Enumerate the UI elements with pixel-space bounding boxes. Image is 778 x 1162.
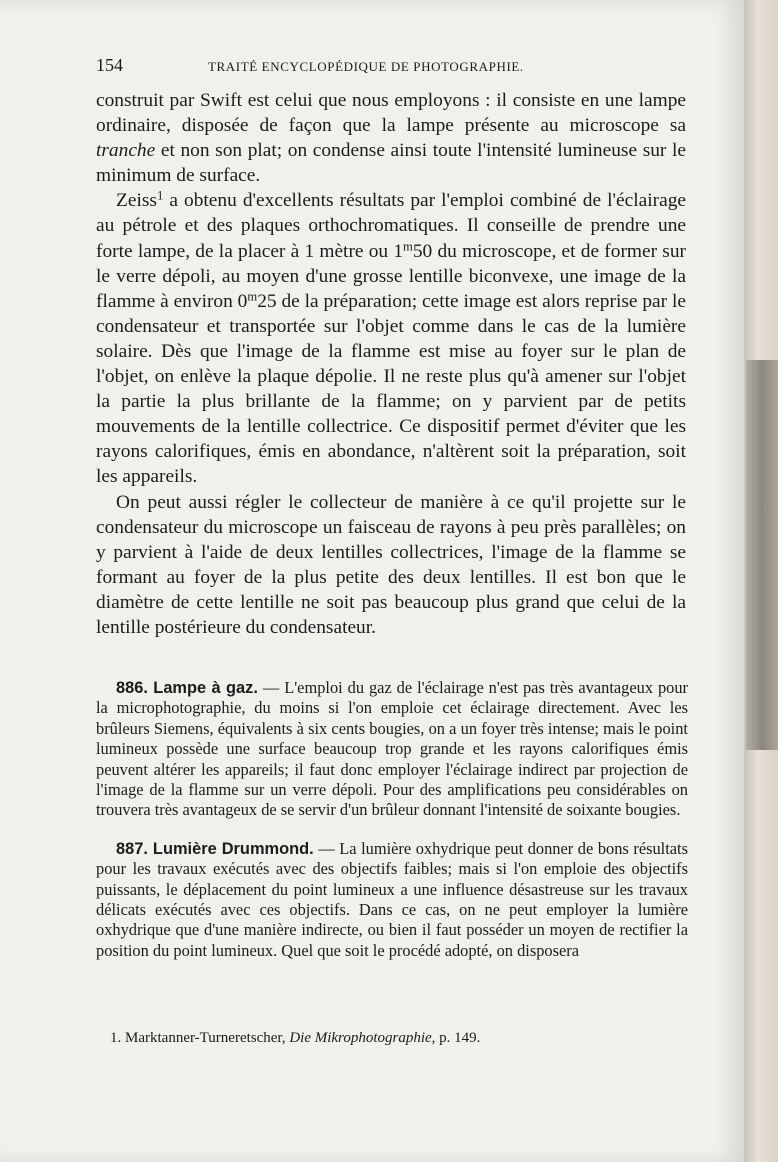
- page-header: [96, 55, 686, 81]
- main-text: [96, 88, 686, 640]
- section-886: 886. Lampe à gaz. — L'emploi du gaz de l'éclairage n'est pas très avantageux pour la microphotographie, du moins si l'on emploie cet éclairage directement. Avec les brûleurs Siemens, équivalents à six cents bougies, on a un foyer très intense; mais le point lumineux possède une surface beaucoup trop grande et les rayons calorifiques émis peuvent altérer les appareils; il faut donc employer l'éclairage indirect par projection de l'image de la flamme sur un verre dépoli. Pour des amplifications peu considérables on trouvera très avantageux de se servir d'un brûleur donnant l'intensité de soixante bougies.: [96, 678, 689, 820]
- italic-term: tranche: [96, 140, 156, 162]
- paragraph-2: Zeiss$^1$ a obtenu d'excellents résultats par l'emploi combiné de l'éclairage au pétrole et des plaques orthochromatiques. Il conseille de prendre une forte lampe, de la placer à 1 mètre ou 1$^m$50 du microscope, et de former sur le verre dépoli, au moyen d'une grosse lentille biconvexe, une image de la flamme à environ 0$^m$25 de la préparation; cette image est alors reprise par le condensateur et transportée sur l'objet comme dans le cas de la lumière solaire. Dès que l'image de la flamme est mise au foyer sur le plan de l'objet, on enlève la plaque dépolie. Il ne reste plus qu'à amener sur l'objet la partie la plus brillante de la flamme; on y parvient par de petits mouvements de la lentille collectrice. Ce dispositif permet d'éviter que les rayons calorifiques, émis en abondance, n'altèrent soit la préparation, soit les appareils.: [96, 189, 686, 488]
- footnote: 1. Marktanner-Turneretscher, Die Mikrophotographie, p. 149.: [110, 1030, 481, 1046]
- facing-plate-illustration: [746, 360, 778, 750]
- section-heading: 887. Lumière Drummond.: [116, 839, 314, 858]
- paragraph-3: On peut aussi régler le collecteur de manière à ce qu'il projette sur le condensateur du microscope un faisceau de rayons à peu près parallèles; on y parvient à l'aide de deux lentilles collectrices, l'image de la flamme se formant au foyer de la plus petite des deux lentilles. Il est bon que le diamètre de cette lentille ne soit pas beaucoup plus grand que celui de la lentille postérieure du condensateur.: [96, 491, 686, 638]
- running-title: TRAITÉ ENCYCLOPÉDIQUE DE PHOTOGRAPHIE.: [208, 59, 524, 74]
- footnote-ref: 1: [156, 189, 164, 204]
- section-887: 887. Lumière Drummond. — La lumière oxhydrique peut donner de bons résultats pour les travaux exécutés avec des objectifs faibles; mais si l'on emploie des objectifs puissants, le déplacement du point lumineux a une influence désastreuse sur les travaux délicats exécutés avec ces objectifs. Dans ce cas, on ne peut employer la lumière oxhydrique que d'une manière indirecte, ou bien il faut posséder un moyen de rectifier la position du point lumineux. Quel que soit le procédé adopté, on disposera: [96, 838, 688, 960]
- page-number: 154: [96, 55, 123, 75]
- section-heading: 886. Lampe à gaz.: [116, 679, 258, 697]
- facing-page-edge: [744, 0, 778, 1162]
- paragraph-1: construit par Swift est celui que nous employons : il consiste en une lampe ordinaire, disposée de façon que la lampe présente au microscope sa tranche et non son plat; on condense ainsi toute l'intensité lumineuse sur le minimum de surface.: [96, 90, 686, 187]
- sections: [96, 678, 688, 961]
